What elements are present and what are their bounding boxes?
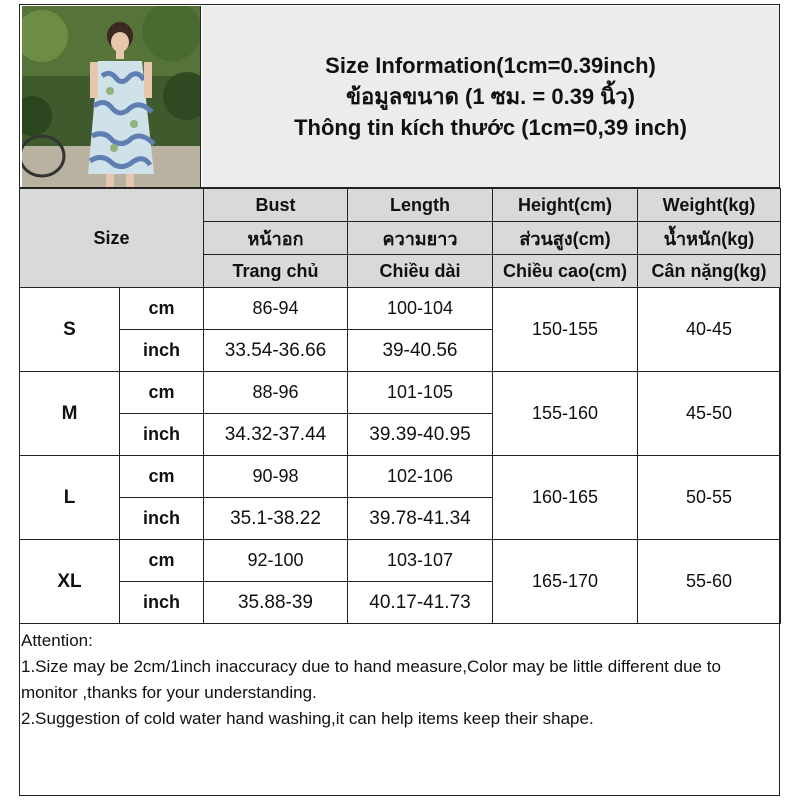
- unit-cm: cm: [120, 372, 204, 414]
- bust-header-en: Bust: [204, 189, 348, 222]
- bust-inch: 33.54-36.66: [204, 330, 348, 372]
- length-cm: 103-107: [348, 540, 493, 582]
- height-header-th: ส่วนสูง(cm): [493, 222, 638, 255]
- length-header-th: ความยาว: [348, 222, 493, 255]
- weight-header-vi: Cân nặng(kg): [638, 255, 781, 288]
- header-row-english: [20, 189, 781, 222]
- bust-inch: 35.88-39: [204, 582, 348, 624]
- bust-header-th: หน้าอก: [204, 222, 348, 255]
- table-row: [20, 456, 781, 498]
- bust-inch: 34.32-37.44: [204, 414, 348, 456]
- product-photo: [22, 6, 201, 187]
- unit-cm: cm: [120, 288, 204, 330]
- unit-inch: inch: [120, 498, 204, 540]
- length-inch: 39.39-40.95: [348, 414, 493, 456]
- product-photo-image: [22, 6, 200, 187]
- weight-range: 55-60: [638, 540, 781, 624]
- bust-cm: 86-94: [204, 288, 348, 330]
- height-header-vi: Chiều cao(cm): [493, 255, 638, 288]
- title-english: Size Information(1cm=0.39inch): [325, 53, 656, 78]
- unit-cm: cm: [120, 456, 204, 498]
- attention-note-2: 2.Suggestion of cold water hand washing,it can help items keep their shape.: [21, 709, 594, 728]
- title-thai: ข้อมูลขนาด (1 ซม. = 0.39 นิ้ว): [345, 84, 635, 109]
- length-inch: 39-40.56: [348, 330, 493, 372]
- length-cm: 100-104: [348, 288, 493, 330]
- length-header-en: Length: [348, 189, 493, 222]
- attention-heading: Attention:: [21, 631, 93, 650]
- size-table: [19, 188, 781, 624]
- bust-cm: 88-96: [204, 372, 348, 414]
- length-inch: 40.17-41.73: [348, 582, 493, 624]
- bust-cm: 90-98: [204, 456, 348, 498]
- weight-header-th: น้ำหนัก(kg): [638, 222, 781, 255]
- weight-range: 45-50: [638, 372, 781, 456]
- size-label: XL: [20, 540, 120, 624]
- height-range: 165-170: [493, 540, 638, 624]
- length-cm: 101-105: [348, 372, 493, 414]
- bust-inch: 35.1-38.22: [204, 498, 348, 540]
- height-range: 155-160: [493, 372, 638, 456]
- size-column-header: Size: [20, 189, 204, 288]
- title-vietnamese: Thông tin kích thước (1cm=0,39 inch): [294, 115, 687, 140]
- size-label: M: [20, 372, 120, 456]
- table-row: [20, 372, 781, 414]
- unit-inch: inch: [120, 414, 204, 456]
- height-range: 160-165: [493, 456, 638, 540]
- unit-inch: inch: [120, 330, 204, 372]
- attention-notes: [21, 628, 777, 732]
- attention-note-1: 1.Size may be 2cm/1inch inaccuracy due to hand measure,Color may be little different due to monitor ,thanks for your understanding.: [21, 657, 721, 702]
- weight-range: 40-45: [638, 288, 781, 372]
- weight-header-en: Weight(kg): [638, 189, 781, 222]
- bust-header-vi: Trang chủ: [204, 255, 348, 288]
- weight-range: 50-55: [638, 456, 781, 540]
- bust-cm: 92-100: [204, 540, 348, 582]
- length-inch: 39.78-41.34: [348, 498, 493, 540]
- table-row: [20, 540, 781, 582]
- size-label: S: [20, 288, 120, 372]
- size-label: L: [20, 456, 120, 540]
- unit-cm: cm: [120, 540, 204, 582]
- length-header-vi: Chiều dài: [348, 255, 493, 288]
- table-row: [20, 288, 781, 330]
- length-cm: 102-106: [348, 456, 493, 498]
- height-header-en: Height(cm): [493, 189, 638, 222]
- unit-inch: inch: [120, 582, 204, 624]
- size-info-title: [202, 6, 779, 187]
- height-range: 150-155: [493, 288, 638, 372]
